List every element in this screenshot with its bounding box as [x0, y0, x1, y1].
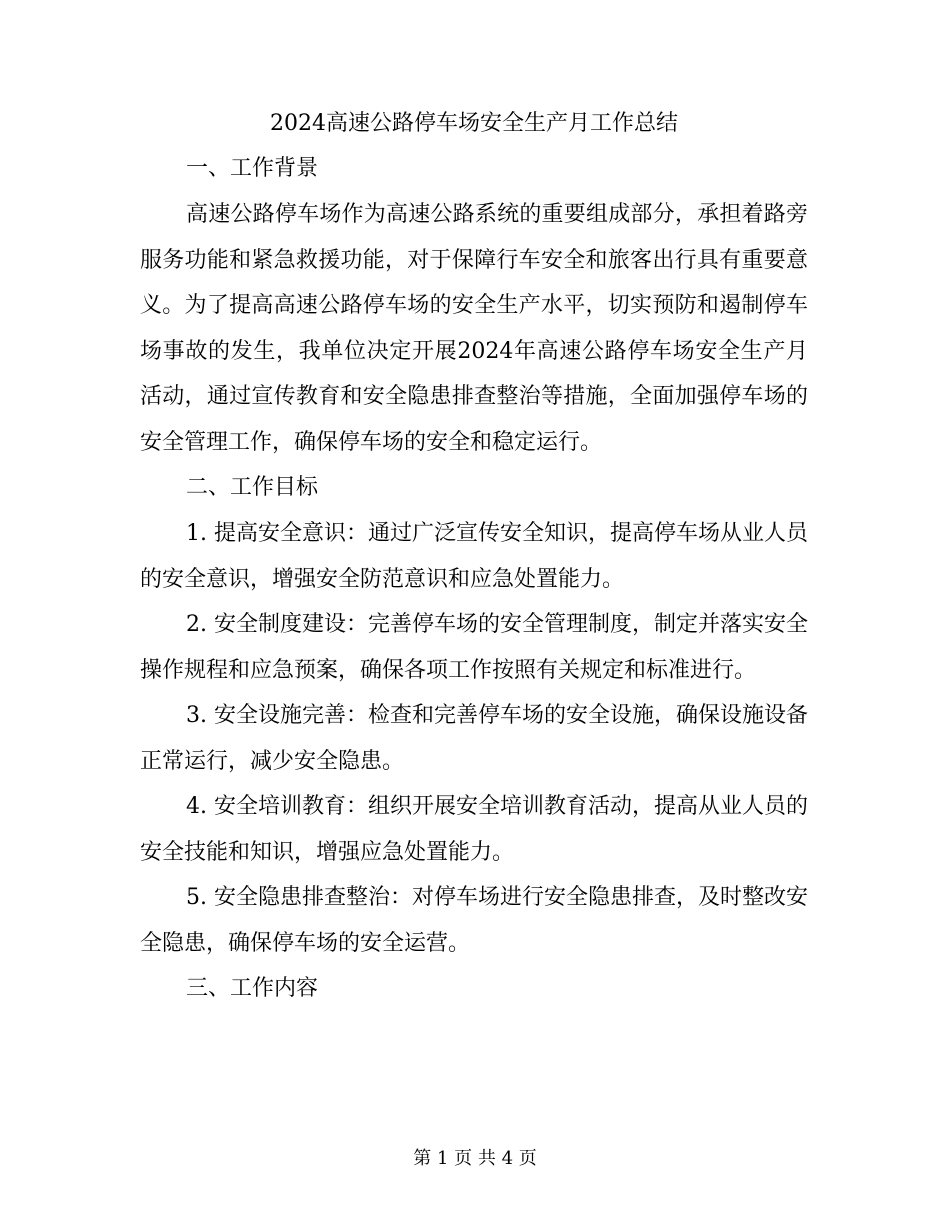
document-body	[140, 102, 808, 1012]
goal-item-1: 1. 提高安全意识：通过广泛宣传安全知识，提高停车场从业人员的安全意识，增强安全防范意识和应急处置能力。	[140, 521, 808, 592]
goal-item-2: 2. 安全制度建设：完善停车场的安全管理制度，制定并落实安全操作规程和应急预案，确保各项工作按照有关规定和标准进行。	[140, 612, 808, 683]
background-paragraph: 高速公路停车场作为高速公路系统的重要组成部分，承担着路旁服务功能和紧急救援功能，对于保障行车安全和旅客出行具有重要意义。为了提高高速公路停车场的安全生产水平，切实预防和遏制停车场事故的发生，我单位决定开展2024年高速公路停车场安全生产月活动，通过宣传教育和安全隐患排查整治等措施，全面加强停车场的安全管理工作，确保停车场的安全和稳定运行。	[140, 202, 808, 455]
goal-item-5: 5. 安全隐患排查整治：对停车场进行安全隐患排查，及时整改安全隐患，确保停车场的安全运营。	[140, 885, 808, 956]
document-title: 2024高速公路停车场安全生产月工作总结	[270, 111, 678, 136]
goal-item-4: 4. 安全培训教育：组织开展安全培训教育活动，提高从业人员的安全技能和知识，增强应急处置能力。	[140, 794, 808, 865]
section-heading-goals: 二、工作目标	[186, 475, 319, 500]
section-heading-content: 三、工作内容	[186, 976, 319, 1001]
section-heading-background: 一、工作背景	[186, 156, 319, 181]
goal-item-3: 3. 安全设施完善：检查和完善停车场的安全设施，确保设施设备正常运行，减少安全隐患。	[140, 703, 808, 774]
page-number-footer: 第 1 页 共 4 页	[413, 1148, 537, 1169]
